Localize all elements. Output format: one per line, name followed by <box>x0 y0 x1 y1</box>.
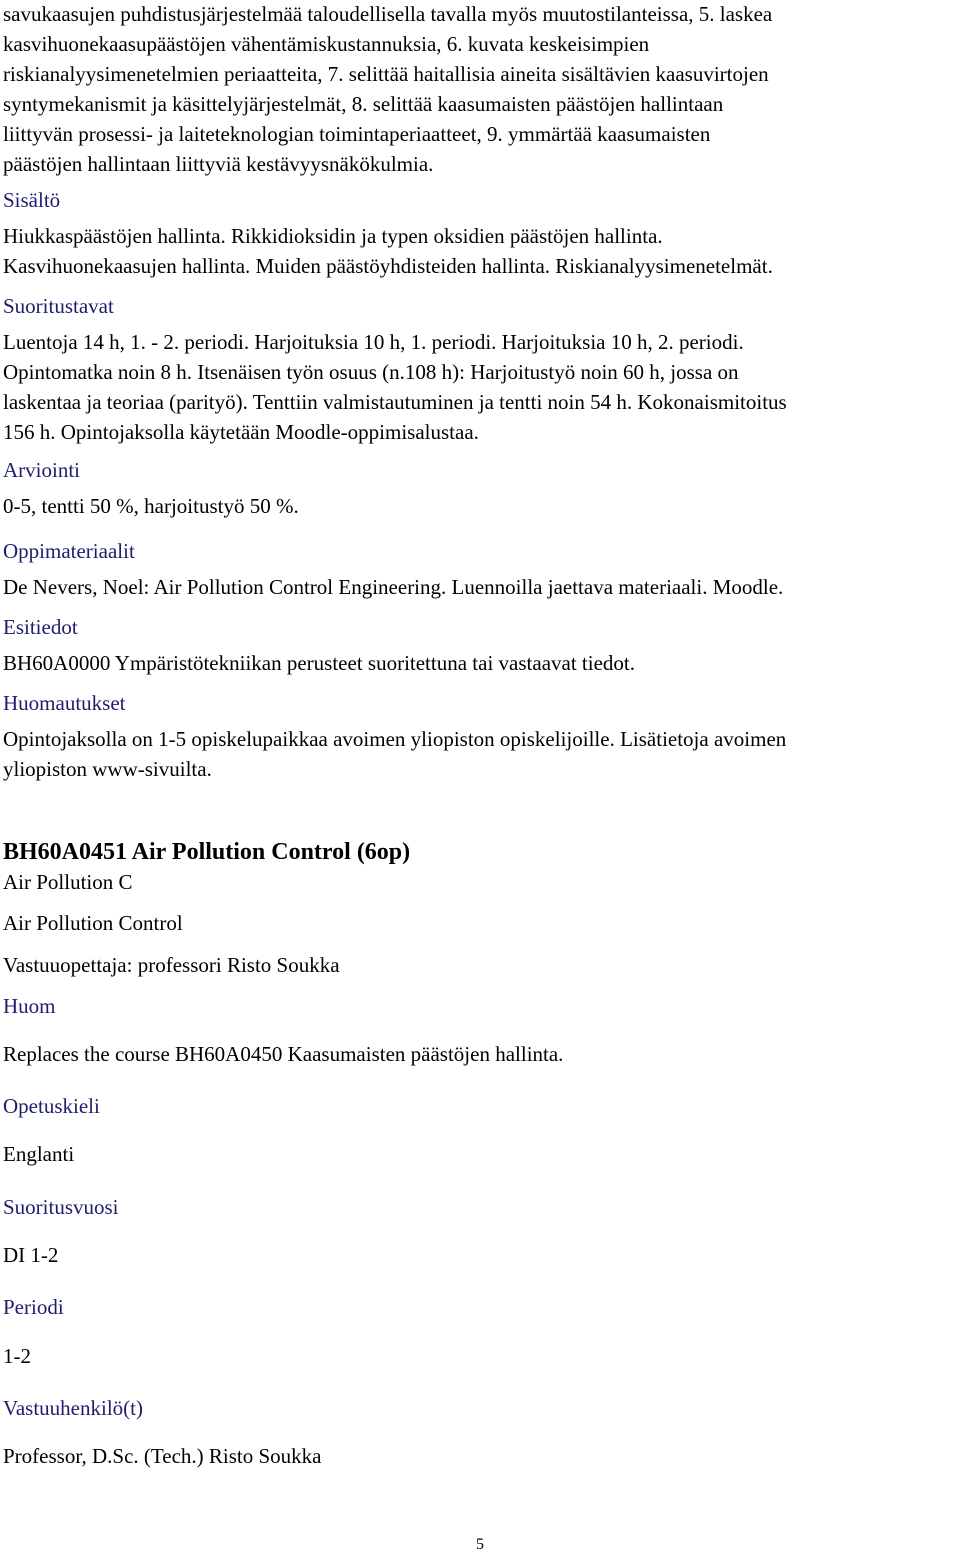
course-short-name: Air Pollution C <box>3 870 133 894</box>
intro-paragraph <box>3 0 772 179</box>
section-heading: Esitiedot <box>3 615 78 639</box>
suoritusvuosi-text: DI 1-2 <box>3 1243 59 1267</box>
section-suoritustavat <box>3 291 787 447</box>
intro-line: liittyvän prosessi- ja laiteteknologian toimintaperiaatteet, 9. ymmärtää kaasumaisten <box>3 122 711 146</box>
course-title: BH60A0451 Air Pollution Control (6op) <box>3 839 411 865</box>
section-line: Opintojaksolla on 1-5 opiskelupaikkaa avoimen yliopiston opiskelijoille. Lisätietoja avoimen <box>3 727 787 751</box>
intro-line: syntymekanismit ja käsittelyjärjestelmät, 8. selittää kaasumaisten päästöjen hallintaan <box>3 92 724 116</box>
section-heading: Oppimateriaalit <box>3 539 135 563</box>
intro-line: päästöjen hallintaan liittyviä kestävyysnäkökulmia. <box>3 152 434 176</box>
section-line: laskentaa ja teoriaa (parityö). Tenttiin valmistautuminen ja tentti noin 54 h. Kokonaismitoitus <box>3 390 787 414</box>
vastuuhenkilot-text: Professor, D.Sc. (Tech.) Risto Soukka <box>3 1444 322 1468</box>
huom-text: Replaces the course BH60A0450 Kaasumaisten päästöjen hallinta. <box>3 1042 564 1066</box>
section-heading: Sisältö <box>3 188 61 212</box>
section-heading: Huomautukset <box>3 691 126 715</box>
section-line: yliopiston www-sivuilta. <box>3 757 212 781</box>
section-huomautukset <box>3 688 786 784</box>
section-line: Kasvihuonekaasujen hallinta. Muiden päästöyhdisteiden hallinta. Riskianalyysimenetelmät. <box>3 254 773 278</box>
section-line: De Nevers, Noel: Air Pollution Control Engineering. Luennoilla jaettava materiaali. Moodle. <box>3 575 784 599</box>
opetuskieli-heading: Opetuskieli <box>3 1094 100 1118</box>
course-teacher: Vastuuopettaja: professori Risto Soukka <box>3 953 340 977</box>
periodi-heading: Periodi <box>3 1295 64 1319</box>
suoritusvuosi-heading: Suoritusvuosi <box>3 1195 119 1219</box>
section-heading: Arviointi <box>3 458 80 482</box>
intro-line: riskianalyysimenetelmien periaatteita, 7. selittää haitallisia aineita sisältävien kaasuvirtojen <box>3 62 769 86</box>
section-sisalto <box>3 185 773 281</box>
page-number: 5 <box>476 1536 484 1553</box>
vastuuhenkilot-heading: Vastuuhenkilö(t) <box>3 1396 143 1420</box>
section-heading: Suoritustavat <box>3 294 114 318</box>
section-esitiedot <box>3 612 635 678</box>
intro-line: savukaasujen puhdistusjärjestelmää taloudellisella tavalla myös muutostilanteissa, 5. laskea <box>3 2 773 26</box>
section-line: Luentoja 14 h, 1. - 2. periodi. Harjoituksia 10 h, 1. periodi. Harjoituksia 10 h, 2. periodi. <box>3 330 744 354</box>
section-arviointi <box>3 455 299 521</box>
intro-line: kasvihuonekaasupäästöjen vähentämiskustannuksia, 6. kuvata keskeisimpien <box>3 32 650 56</box>
course-english-name: Air Pollution Control <box>3 911 183 935</box>
section-line: BH60A0000 Ympäristötekniikan perusteet suoritettuna tai vastaavat tiedot. <box>3 651 635 675</box>
opetuskieli-text: Englanti <box>3 1142 75 1166</box>
section-line: 156 h. Opintojaksolla käytetään Moodle-oppimisalustaa. <box>3 420 479 444</box>
section-line: 0-5, tentti 50 %, harjoitustyö 50 %. <box>3 494 299 518</box>
section-line: Hiukkaspäästöjen hallinta. Rikkidioksidin ja typen oksidien päästöjen hallinta. <box>3 224 663 248</box>
section-oppimateriaalit <box>3 536 783 602</box>
huom-heading: Huom <box>3 994 56 1018</box>
periodi-text: 1-2 <box>3 1344 31 1368</box>
section-line: Opintomatka noin 8 h. Itsenäisen työn osuus (n.108 h): Harjoitustyö noin 60 h, jossa on <box>3 360 739 384</box>
